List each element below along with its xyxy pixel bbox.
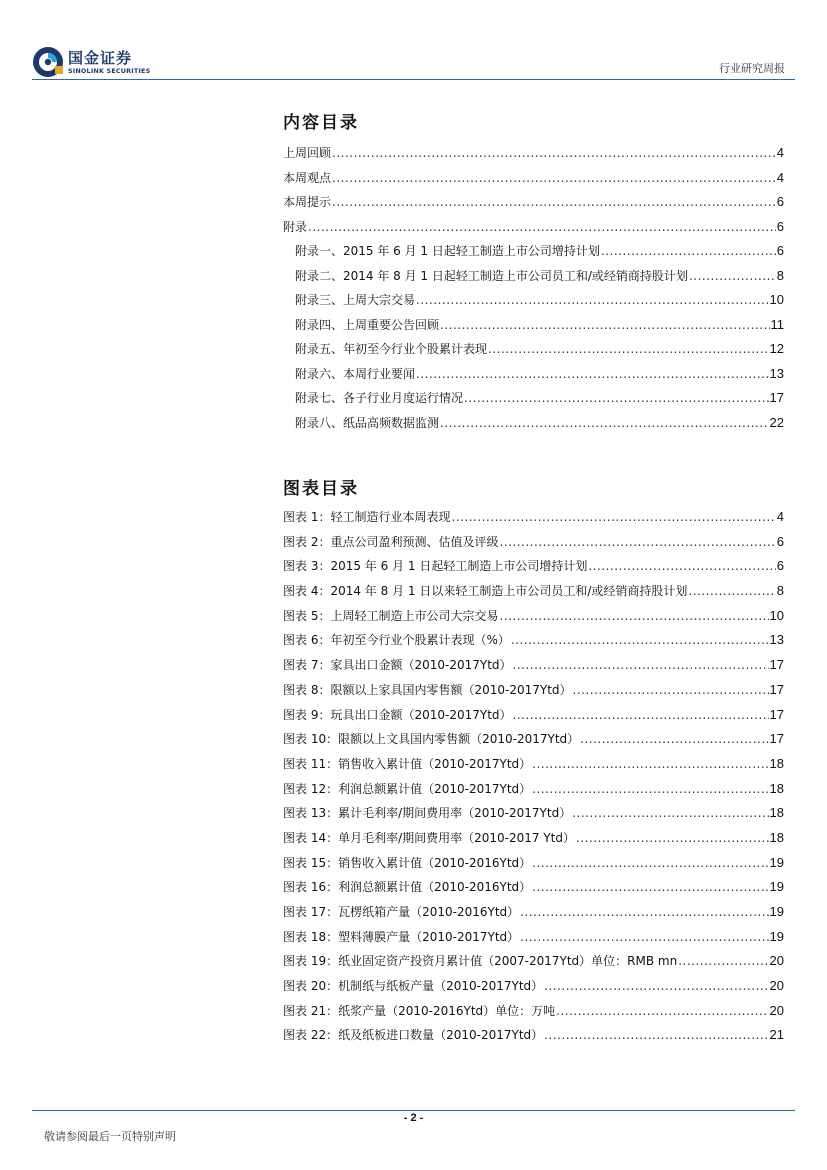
toc-entry-page: 20 xyxy=(769,1002,784,1018)
toc-leader-dots xyxy=(513,653,769,678)
toc-entry-page: 17 xyxy=(769,731,784,747)
toc-entry[interactable] xyxy=(283,505,784,530)
toc-entry-page: 13 xyxy=(769,632,784,648)
toc-entry[interactable] xyxy=(283,1023,784,1048)
toc-entry-page: 6 xyxy=(776,194,784,209)
toc-entry[interactable] xyxy=(283,678,784,703)
toc-leader-dots xyxy=(416,288,769,313)
toc-entry-label: 图表 9：玩具出口金额（2010-2017Ytd） xyxy=(283,707,512,722)
toc-entry-label: 图表 19：纸业固定资产投资月累计值（2007-2017Ytd）单位：RMB mn xyxy=(283,954,678,969)
toc-entry-label: 图表 15：销售收入累计值（2010-2016Ytd） xyxy=(283,855,532,870)
toc-entry-page: 8 xyxy=(776,583,784,599)
toc-entry-label: 图表 10：限额以上文具国内零售额（2010-2017Ytd） xyxy=(283,732,580,747)
toc-entry-label: 附录五、年初至今行业个股累计表现 xyxy=(295,342,488,356)
toc-entry[interactable] xyxy=(283,826,784,851)
toc-entry-label: 图表 8：限额以上家具国内零售额（2010-2017Ytd） xyxy=(283,682,572,697)
toc-leader-dots xyxy=(601,239,776,264)
toc-leader-dots xyxy=(520,900,768,925)
toc-entry[interactable] xyxy=(283,703,784,728)
toc-entry[interactable] xyxy=(283,628,784,653)
logo-chinese-name: 国金证券 xyxy=(68,49,133,67)
toc-entry-page: 17 xyxy=(769,681,784,697)
toc-entry[interactable] xyxy=(283,974,784,999)
toc-leader-dots xyxy=(689,264,776,289)
toc-entry-page: 11 xyxy=(770,316,784,332)
footer-disclaimer: 敬请参阅最后一页特别声明 xyxy=(44,1130,176,1143)
toc-entry-label: 附录八、纸品高频数据监测 xyxy=(295,415,440,430)
toc-entry-label: 图表 21：纸浆产量（2010-2016Ytd）单位：万吨 xyxy=(283,1003,556,1018)
report-type: 行业研究周报 xyxy=(719,62,785,75)
toc-entry-page: 20 xyxy=(769,978,784,994)
toc-entry-label: 图表 20：机制纸与纸板产量（2010-2017Ytd） xyxy=(283,979,544,994)
toc-leader-dots xyxy=(332,190,776,215)
toc-entry-label: 图表 2：重点公司盈利预测、估值及评级 xyxy=(283,534,499,549)
toc-entry[interactable] xyxy=(283,313,784,338)
toc-entry-page: 13 xyxy=(769,365,784,381)
toc-entry-label: 本周观点 xyxy=(283,170,332,185)
toc-entry-page: 4 xyxy=(776,169,784,185)
toc-entry-page: 18 xyxy=(769,755,784,771)
toc-leader-dots xyxy=(576,826,769,851)
toc-entry[interactable] xyxy=(283,851,784,876)
toc-entry-page: 18 xyxy=(769,829,784,845)
charts-title: 图表目录 xyxy=(283,479,359,499)
toc-entry-label: 附录四、上周重要公告回顾 xyxy=(295,317,440,332)
toc-entry[interactable] xyxy=(283,900,784,925)
toc-entry-page: 10 xyxy=(769,607,784,623)
toc-entry-label: 附录六、本周行业要闻 xyxy=(295,366,416,381)
toc-entry[interactable] xyxy=(283,386,784,411)
toc-leader-dots xyxy=(678,949,768,974)
toc-entry-page: 22 xyxy=(769,414,784,430)
toc-entry-page: 20 xyxy=(769,953,784,969)
toc-entry-label: 附录三、上周大宗交易 xyxy=(295,293,416,307)
toc-entry[interactable] xyxy=(283,411,784,436)
page-number: - 2 - xyxy=(403,1112,424,1124)
toc-entry[interactable] xyxy=(283,362,784,387)
toc-entry-page: 19 xyxy=(769,928,784,944)
toc-entry[interactable] xyxy=(283,141,784,166)
toc-entry-label: 图表 17：瓦楞纸箱产量（2010-2016Ytd） xyxy=(283,905,520,919)
toc-entry-label: 附录七、各子行业月度运行情况 xyxy=(295,391,464,405)
page-header xyxy=(0,0,827,82)
toc-entry[interactable] xyxy=(283,727,784,752)
toc-entry[interactable] xyxy=(283,801,784,826)
toc-entry[interactable] xyxy=(283,190,784,215)
toc-entry-label: 图表 3：2015 年 6 月 1 日起轻工制造上市公司增持计划 xyxy=(283,559,588,574)
toc-entry[interactable] xyxy=(283,752,784,777)
toc-leader-dots xyxy=(688,579,775,604)
toc-leader-dots xyxy=(416,362,769,387)
charts-list xyxy=(283,505,784,1048)
contents-list xyxy=(283,141,784,435)
toc-leader-dots xyxy=(308,215,776,240)
toc-entry-page: 17 xyxy=(769,657,784,673)
sinolink-logo-icon xyxy=(32,46,64,78)
toc-entry-label: 图表 5：上周轻工制造上市公司大宗交易 xyxy=(283,608,499,623)
toc-leader-dots xyxy=(532,851,768,876)
toc-entry[interactable] xyxy=(283,875,784,900)
toc-entry[interactable] xyxy=(283,653,784,678)
toc-entry-page: 18 xyxy=(769,805,784,821)
toc-entry-page: 10 xyxy=(769,292,784,307)
toc-entry-label: 图表 7：家具出口金额（2010-2017Ytd） xyxy=(283,658,512,673)
toc-leader-dots xyxy=(440,411,769,436)
toc-entry-label: 图表 22：纸及纸板进口数量（2010-2017Ytd） xyxy=(283,1028,544,1043)
toc-entry[interactable] xyxy=(283,925,784,950)
toc-entry-label: 图表 1：轻工制造行业本周表现 xyxy=(283,510,451,524)
toc-entry-label: 附录 xyxy=(283,219,308,234)
toc-leader-dots xyxy=(499,530,775,555)
toc-entry[interactable] xyxy=(283,337,784,362)
toc-entry-label: 图表 18：塑料薄膜产量（2010-2017Ytd） xyxy=(283,929,520,944)
toc-entry-label: 图表 6：年初至今行业个股累计表现（%） xyxy=(283,633,510,648)
toc-entry-page: 12 xyxy=(769,341,784,356)
header-divider xyxy=(32,79,795,80)
toc-entry-page: 4 xyxy=(776,509,784,524)
toc-entry[interactable] xyxy=(283,215,784,240)
toc-entry-label: 图表 12：利润总额累计值（2010-2017Ytd） xyxy=(283,781,532,796)
toc-entry-label: 图表 4：2014 年 8 月 1 日以来轻工制造上市公司员工和/或经销商持股计划 xyxy=(283,584,688,599)
toc-entry[interactable] xyxy=(283,166,784,191)
toc-leader-dots xyxy=(532,777,768,802)
toc-entry-label: 本周提示 xyxy=(283,195,332,209)
toc-entry-page: 6 xyxy=(776,218,784,234)
toc-leader-dots xyxy=(511,628,769,653)
toc-entry-label: 附录二、2014 年 8 月 1 日起轻工制造上市公司员工和/或经销商持股计划 xyxy=(295,268,688,283)
toc-entry-page: 4 xyxy=(776,145,784,160)
toc-entry[interactable] xyxy=(283,554,784,579)
footer-divider xyxy=(32,1110,795,1111)
toc-leader-dots xyxy=(451,505,775,530)
toc-entry-page: 19 xyxy=(769,854,784,870)
toc-entry[interactable] xyxy=(283,264,784,289)
toc-leader-dots xyxy=(556,999,768,1024)
toc-leader-dots xyxy=(572,801,768,826)
logo-english-name: SINOLINK SECURITIES xyxy=(68,67,151,75)
toc-leader-dots xyxy=(488,337,769,362)
toc-leader-dots xyxy=(580,727,768,752)
toc-entry[interactable] xyxy=(283,777,784,802)
toc-leader-dots xyxy=(573,678,769,703)
toc-entry-label: 图表 13：累计毛利率/期间费用率（2010-2017Ytd） xyxy=(283,806,572,821)
toc-entry-label: 图表 16：利润总额累计值（2010-2016Ytd） xyxy=(283,880,532,895)
toc-entry-page: 21 xyxy=(769,1027,784,1043)
toc-entry-page: 6 xyxy=(776,558,784,574)
toc-entry-page: 17 xyxy=(769,706,784,722)
toc-entry-label: 图表 11：销售收入累计值（2010-2017Ytd） xyxy=(283,756,532,771)
toc-entry[interactable] xyxy=(283,949,784,974)
toc-leader-dots xyxy=(464,386,769,411)
toc-entry-page: 6 xyxy=(776,533,784,549)
toc-leader-dots xyxy=(532,875,768,900)
toc-entry-page: 6 xyxy=(776,243,784,258)
toc-entry[interactable] xyxy=(283,604,784,629)
toc-entry-label: 附录一、2015 年 6 月 1 日起轻工制造上市公司增持计划 xyxy=(295,244,600,258)
toc-entry[interactable] xyxy=(283,579,784,604)
toc-entry[interactable] xyxy=(283,288,784,313)
company-logo xyxy=(32,46,162,78)
toc-entry[interactable] xyxy=(283,999,784,1024)
toc-entry-page: 17 xyxy=(769,390,784,405)
toc-leader-dots xyxy=(332,141,776,166)
toc-leader-dots xyxy=(544,974,768,999)
toc-leader-dots xyxy=(544,1023,768,1048)
toc-entry-label: 图表 14：单月毛利率/期间费用率（2010-2017 Ytd） xyxy=(283,830,576,845)
toc-entry[interactable] xyxy=(283,239,784,264)
toc-entry[interactable] xyxy=(283,530,784,555)
toc-leader-dots xyxy=(440,313,769,338)
toc-leader-dots xyxy=(513,703,769,728)
toc-entry-label: 上周回顾 xyxy=(283,146,332,160)
toc-entry-page: 18 xyxy=(769,780,784,796)
toc-leader-dots xyxy=(520,925,768,950)
toc-leader-dots xyxy=(332,166,776,191)
toc-leader-dots xyxy=(499,604,768,629)
toc-entry-page: 19 xyxy=(769,879,784,895)
contents-title: 内容目录 xyxy=(283,113,359,133)
toc-entry-page: 19 xyxy=(769,904,784,919)
toc-entry-page: 8 xyxy=(776,267,784,283)
toc-leader-dots xyxy=(532,752,768,777)
toc-leader-dots xyxy=(588,554,775,579)
